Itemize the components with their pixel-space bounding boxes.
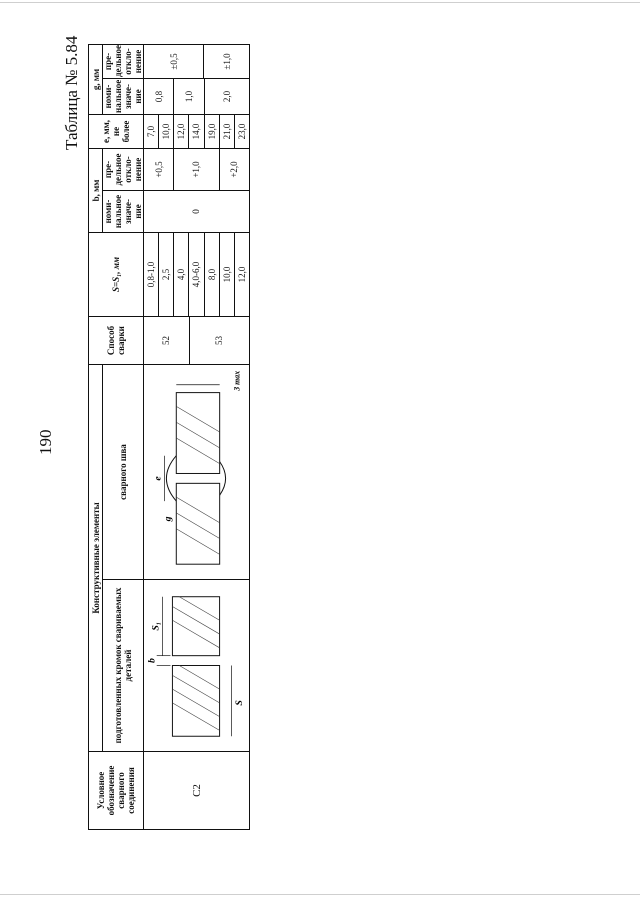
header-g-nominal: номи-нальное значе-ние: [103, 79, 143, 113]
header-method: Способ сварки: [89, 316, 144, 364]
header-designation: Условное обозначение сварного соединения: [89, 752, 144, 830]
svg-text:S: S: [234, 700, 246, 706]
svg-text:b: b: [146, 658, 158, 664]
thickness-cell: [144, 232, 250, 316]
weld-drawing: [144, 364, 250, 579]
g-deviation-cell: [144, 44, 250, 78]
e-value: 14,0: [189, 115, 204, 148]
svg-text:3 max: 3 max: [232, 370, 242, 391]
header-prepared-edges: подготовленных кромок свариваемых деталей: [103, 580, 144, 752]
e-cell: [144, 114, 250, 148]
edge-preparation-drawing: [144, 580, 250, 752]
g-nominal-value: 0,8: [144, 79, 174, 114]
designation-value: C2: [144, 752, 250, 830]
rotated-table-sheet: [88, 45, 247, 830]
e-value: 21,0: [220, 115, 235, 148]
weld-table: [88, 44, 250, 830]
header-b-group: b, мм: [89, 148, 103, 232]
b-deviation-value: +0,5: [144, 149, 174, 190]
e-value: 7,0: [144, 115, 159, 148]
thickness-value: 2,5: [159, 233, 174, 316]
header-structural-elements: Конструктивные элементы: [89, 364, 103, 751]
e-value: 10,0: [159, 115, 174, 148]
g-deviation-value: ±1,0: [221, 53, 232, 70]
b-deviation-value: +2,0: [229, 161, 240, 178]
b-deviation-value: +1,0: [174, 149, 219, 190]
g-nominal-value: 1,0: [174, 79, 204, 114]
svg-text:e: e: [152, 476, 164, 481]
page-number: 190: [36, 429, 55, 455]
table-title: Таблица № 5.84: [62, 35, 81, 150]
e-value: 23,0: [236, 123, 247, 140]
thickness-value: 8,0: [205, 233, 220, 316]
g-deviation-value: ±0,5: [144, 45, 204, 78]
method-53: 53: [214, 335, 225, 345]
svg-text:g: g: [162, 516, 174, 522]
thickness-value: 10,0: [220, 233, 235, 316]
g-nominal-cell: [144, 78, 250, 114]
e-value: 19,0: [205, 115, 220, 148]
header-weld: сварного шва: [103, 364, 144, 579]
thickness-value: 4,0: [174, 233, 189, 316]
svg-text:S₁: S₁: [150, 621, 162, 631]
g-nominal-value: 2,0: [221, 90, 232, 103]
header-g-group: g, мм: [89, 44, 103, 114]
header-b-nominal: номи-нальное значе-ние: [103, 190, 144, 232]
b-deviation-cell: [144, 148, 250, 190]
thickness-value: 0,8-1,0: [144, 233, 159, 316]
thickness-value: 12,0: [236, 266, 247, 283]
method-cell: [144, 316, 250, 364]
method-52: 52: [144, 317, 190, 364]
header-g-deviation: пре-дельное откло-нение: [103, 44, 143, 77]
scan-top-edge: [0, 2, 640, 3]
header-thickness: S=S₁, мм: [89, 232, 144, 316]
header-e: e, мм, не более: [89, 114, 144, 148]
edge-drawing-svg: [144, 581, 249, 750]
weld-drawing-svg: [144, 366, 249, 578]
b-nominal-value: 0: [144, 190, 250, 232]
header-b-deviation: пре-дельное откло-нение: [103, 148, 144, 190]
scan-bottom-edge: [0, 894, 640, 895]
e-value: 12,0: [174, 115, 189, 148]
thickness-value: 4,0-6,0: [189, 233, 204, 316]
